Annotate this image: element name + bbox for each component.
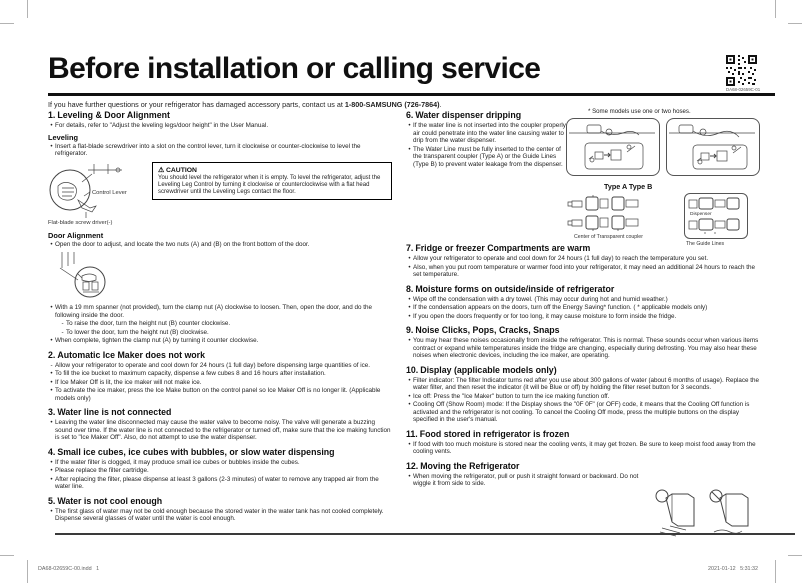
intro-line: If you have further questions or your refrigerator has damaged accessory parts, contact us at 1-800-SAMSUNG (726-7864).: [48, 100, 442, 109]
bullet-item: - To raise the door, turn the height nut (B) counter clockwise.: [61, 320, 231, 327]
bullet-item: • Please replace the filter cartridge.: [50, 467, 149, 474]
bullet-list: [48, 459, 392, 491]
type-b-coupler-figure: [684, 193, 748, 239]
section-display: [406, 365, 764, 424]
support-phone: 1-800-SAMSUNG (726-7864): [344, 100, 440, 109]
bullet-item: • The Water Line must be fully inserted to the center of the transparent coupler (Type A) or the Guide Lines (Type B) to prevent water leakage from the dispenser.: [408, 145, 563, 168]
crop-mark: [0, 555, 14, 556]
bullet-item: • Also, when you put room temperature or warmer food into your refrigerator, it may need an additional 24 hours to reach the set temperature.: [408, 263, 755, 278]
section-water-not-cool: [48, 496, 392, 523]
section-heading: 5. Water is not cool enough: [48, 495, 163, 506]
bullet-item: • When moving the refrigerator, pull or push it straight forward or backward. Do not wiggle it from side to side.: [408, 472, 639, 487]
crop-mark: [775, 560, 776, 583]
section-moisture: [406, 284, 764, 321]
bullet-item: • Wipe off the condensation with a dry towel. (This may occur during hot and humid weather.): [408, 295, 668, 303]
crop-mark: [27, 0, 28, 18]
bullet-list: [406, 337, 764, 360]
section-heading: 11. Food stored in refrigerator is frozen: [406, 428, 570, 439]
bullet-list: [48, 241, 392, 249]
bullet-list: [48, 362, 392, 403]
crop-mark: [788, 23, 802, 24]
bullet-item: • The first glass of water may not be cold enough because the stored water in the water tank has not cooled completely. Dispense several glasses of water until the water is cool enough.: [50, 507, 384, 522]
coupler-a-caption: Center of Transparent coupler: [574, 234, 643, 240]
section-food-frozen: [406, 429, 764, 456]
bullet-item: • If the water line is not inserted into the coupler properly, air could penetrate into the water line causing water to drip from the water dispenser.: [408, 122, 568, 144]
bullet-item: • Insert a flat-blade screwdriver into a slot on the control lever, turn it clockwise or counter-clockwise to level the refrigerator.: [50, 142, 361, 157]
subheading-leveling: Leveling: [48, 132, 78, 142]
section-ice-maker: [48, 350, 392, 403]
doc-code: DA68-02659C-01: [726, 87, 761, 92]
subheading-door-alignment: Door Alignment: [48, 230, 104, 240]
coupler-b-caption: The Guide Lines: [686, 241, 725, 247]
bullet-list: [48, 122, 392, 130]
section-heading: 12. Moving the Refrigerator: [406, 460, 520, 471]
bullet-item: • If Ice Maker Off is lit, the ice maker will not make ice.: [50, 378, 202, 386]
bullet-list: [406, 122, 568, 168]
bullet-list: [406, 255, 764, 279]
section-heading: 8. Moisture forms on outside/inside of refrigerator: [406, 283, 615, 294]
qr-block: [726, 55, 768, 92]
bullet-item: • With a 19 mm spanner (not provided), turn the clamp nut (A) clockwise to loosen. Then, open the door, and do the following inside the door.: [50, 304, 373, 319]
bullet-list: [48, 304, 392, 345]
caution-box: [152, 162, 392, 200]
crop-mark: [0, 23, 14, 24]
bullet-item: • After replacing the filter, please dispense at least 3 gallons (2-3 minutes) of water to remove any trapped air from the water line.: [50, 475, 379, 490]
coupler-diagrams: [566, 193, 774, 240]
bullet-item: • Filter indicator: The filter Indicator turns red after you use about 300 gallons of water (about 6 months of usage). Replace the water filter, and then reset the indicator (it will be Blue or off) by holding the filter reset button for 3 seconds.: [408, 376, 760, 391]
section-heading: 2. Automatic Ice Maker does not work: [48, 349, 205, 360]
screwdriver-label: Flat-blade screw driver(-): [48, 219, 113, 226]
slug-filename: DA68-02659C-00.indd 1: [38, 566, 100, 572]
page-trim-line: [55, 533, 795, 535]
bullet-item: • You may hear these noises occasionally from inside the refrigerator. This is normal. These sounds occur when various items contract or expand while temperatures inside the fridge are changing, especially during defrosting. You may also hear these noises when electronic devices, including the ice maker, are operating.: [408, 337, 759, 359]
section-heading: 10. Display (applicable models only): [406, 364, 557, 375]
crop-mark: [788, 555, 802, 556]
caution-body: You should level the refrigerator when it is empty. To level the refrigerator, adjust the Leveling Leg Control by turning it clockwise or counterclockwise with a flat head screwdriver until the Leveling Legs contact the floor.: [158, 174, 381, 195]
one-hose-diagram: [566, 118, 660, 176]
section-small-ice-cubes: [48, 447, 392, 491]
type-a-coupler-figure: [566, 193, 674, 240]
page-title: Before installation or calling service: [48, 52, 541, 85]
slug-timestamp: 2021-01-12 5:31:32: [708, 566, 759, 572]
type-a-b-label: Type A Type B: [604, 182, 653, 191]
section-water-line: [48, 407, 392, 442]
bullet-item: • Open the door to adjust, and locate the two nuts (A) and (B) on the front bottom of the door.: [50, 240, 310, 248]
caution-title: ⚠ CAUTION: [158, 166, 197, 174]
bullet-list: [48, 143, 392, 158]
section-leveling-door-alignment: [48, 110, 392, 345]
bullet-item: • Leaving the water line disconnected may cause the water valve to become noisy. The valve will generate a buzzing sound over time. If the water line is not connected to the refrigerator or turned off, make sure that the ice making function is set to "Ice Maker Off". Also, do not attempt to use the water dispenser.: [50, 419, 391, 441]
bullet-item: • If the condensation appears on the doors, turn off the Energy Saving* function. ( * applicable models only): [408, 304, 708, 311]
bullet-list: [406, 296, 764, 321]
bullet-list: [406, 441, 764, 456]
crop-mark: [27, 560, 28, 583]
hose-diagrams: [566, 118, 774, 176]
bullet-item: • If the water filter is clogged, it may produce small ice cubes or bubbles inside the cubes.: [50, 458, 300, 466]
bullet-item: • Allow your refrigerator to operate and cool down for 24 hours (1 full day) to reach the temperature you set.: [408, 255, 709, 262]
section-noise: [406, 325, 764, 360]
hose-illustrations: [566, 108, 774, 247]
bullet-item: • When complete, tighten the clamp nut (A) by turning it counter clockwise.: [50, 337, 259, 344]
bullet-item: • If food with too much moisture is stored near the cooling vents, it may get frozen. Be sure to keep moist food away from the cooling vents.: [408, 440, 756, 455]
section-heading: 4. Small ice cubes, ice cubes with bubbles, or slow water dispensing: [48, 446, 335, 457]
intro-text: If you have further questions or your refrigerator has damaged accessory parts, contact us at: [48, 100, 345, 109]
header-rule: [48, 93, 775, 96]
door-alignment-figure: [56, 250, 126, 302]
section-compartments-warm: [406, 243, 764, 279]
bullet-item: - Allow your refrigerator to operate and cool down for 24 hours (1 full day) before dispensing large quantities of ice.: [50, 361, 371, 369]
leveling-figure-row: [48, 162, 392, 228]
bullet-list: [48, 419, 392, 442]
section-heading: 6. Water dispenser dripping: [406, 110, 522, 120]
bullet-list: [406, 377, 764, 424]
bullet-list: [406, 473, 656, 488]
dispenser-label: Dispenser: [690, 212, 712, 217]
control-lever-label: Control Lever: [92, 189, 127, 196]
bullet-item: • Cooling Off (Show Room) mode: If the Display shows the "0F 0F" (or OFF) code, it means that the Cooling Off function is activated and the refrigerator is not cooling. To cancel the Cooling Off mode, press the multiple buttons on the display specified in the user's manual.: [408, 401, 750, 423]
hose-note: * Some models use one or two hoses.: [588, 108, 691, 115]
qr-code-icon: [726, 55, 757, 86]
left-column: [48, 110, 392, 524]
bullet-item: • To fill the ice bucket to maximum capacity, dispense a few cubes 8 and 16 hours after installation.: [50, 370, 326, 377]
bullet-item: • If you open the doors frequently or for too long, it may cause moisture to form inside the fridge.: [408, 312, 677, 320]
section-heading: 7. Fridge or freezer Compartments are warm: [406, 243, 591, 253]
section-heading: 1. Leveling & Door Alignment: [48, 110, 170, 120]
warning-icon: ⚠: [158, 166, 165, 174]
bullet-item: - To lower the door, turn the height nut (B) clockwise.: [61, 328, 209, 336]
two-hose-diagram: [666, 118, 760, 176]
bullet-item: • Ice off: Press the "Ice Maker" button to turn the ice making function off.: [408, 392, 610, 400]
crop-mark: [775, 0, 776, 18]
bullet-item: • To activate the ice maker, press the Ice Make button on the control panel so Ice Maker Off is no longer lit. (Applicable models only): [50, 387, 381, 402]
bullet-item: • For details, refer to "Adjust the leveling legs/door height" in the User Manual.: [50, 122, 269, 129]
section-heading: 3. Water line is not connected: [48, 407, 172, 417]
section-heading: 9. Noise Clicks, Pops, Cracks, Snaps: [406, 325, 560, 335]
section-moving: [406, 461, 764, 488]
leveling-figure: [48, 162, 144, 228]
bullet-list: [48, 508, 392, 523]
